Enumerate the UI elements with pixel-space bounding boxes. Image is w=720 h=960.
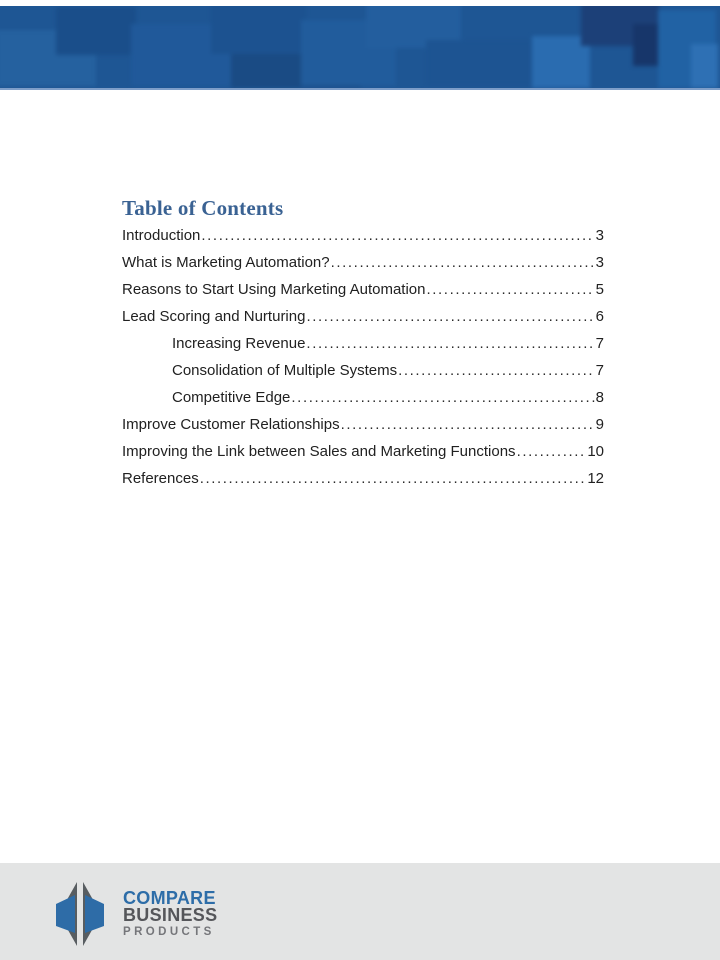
toc-title: Table of Contents xyxy=(122,196,284,220)
company-logo xyxy=(56,880,217,948)
logo-compare-text: COMPARE xyxy=(123,887,216,908)
toc-leader-dots xyxy=(341,417,595,433)
toc-page-number: 8 xyxy=(595,389,604,406)
toc-leader-dots xyxy=(398,363,595,379)
toc-page-number: 5 xyxy=(595,281,604,298)
logo-products-text: PRODUCTS xyxy=(123,925,215,938)
toc-page-number: 7 xyxy=(595,335,604,352)
toc-entry[interactable] xyxy=(122,336,604,352)
toc-entry-label: Reasons to Start Using Marketing Automation xyxy=(122,281,426,298)
toc-leader-dots xyxy=(427,282,595,298)
toc-page-number: 12 xyxy=(587,470,604,487)
toc-page-number: 9 xyxy=(595,416,604,433)
toc-entry[interactable] xyxy=(122,444,604,460)
toc-leader-dots xyxy=(517,444,587,460)
header-banner xyxy=(0,6,720,90)
banner-texture-patch xyxy=(211,6,306,54)
banner-texture-patch xyxy=(56,7,136,55)
toc-leader-dots xyxy=(306,336,594,352)
toc-entry-label: Competitive Edge xyxy=(172,389,291,406)
banner-texture-patch xyxy=(426,40,541,86)
toc-entry[interactable] xyxy=(122,282,604,298)
toc-page-number: 3 xyxy=(595,227,604,244)
toc-entry-label: What is Marketing Automation? xyxy=(122,254,330,271)
toc-entry[interactable] xyxy=(122,228,604,244)
toc-entry-label: Improving the Link between Sales and Marketing Functions xyxy=(122,443,516,460)
toc-entry-list xyxy=(122,228,604,487)
toc-leader-dots xyxy=(201,228,594,244)
logo-business-text: BUSINESS xyxy=(123,904,218,925)
toc-leader-dots xyxy=(331,255,595,271)
banner-texture-patch xyxy=(691,44,718,88)
toc-entry[interactable] xyxy=(122,471,604,487)
toc-page-number: 10 xyxy=(587,443,604,460)
toc-entry[interactable] xyxy=(122,390,604,406)
table-of-contents xyxy=(122,196,604,498)
toc-entry-label: Introduction xyxy=(122,227,201,244)
toc-entry-label: Consolidation of Multiple Systems xyxy=(172,362,398,379)
toc-entry[interactable] xyxy=(122,309,604,325)
toc-leader-dots xyxy=(306,309,594,325)
toc-entry[interactable] xyxy=(122,417,604,433)
logo-wordmark xyxy=(123,887,218,939)
toc-leader-dots xyxy=(200,471,587,487)
toc-page-number: 6 xyxy=(595,308,604,325)
toc-entry[interactable] xyxy=(122,363,604,379)
toc-entry-label: Lead Scoring and Nurturing xyxy=(122,308,306,325)
toc-entry-label: Improve Customer Relationships xyxy=(122,416,340,433)
banner-mosaic-texture xyxy=(0,6,720,90)
compare-logo-icon xyxy=(56,880,104,948)
toc-page-number: 7 xyxy=(595,362,604,379)
toc-entry[interactable] xyxy=(122,255,604,271)
toc-page-number: 3 xyxy=(595,254,604,271)
page-footer xyxy=(0,863,720,960)
toc-entry-label: Increasing Revenue xyxy=(172,335,306,352)
toc-entry-label: References xyxy=(122,470,199,487)
toc-leader-dots xyxy=(291,390,594,406)
